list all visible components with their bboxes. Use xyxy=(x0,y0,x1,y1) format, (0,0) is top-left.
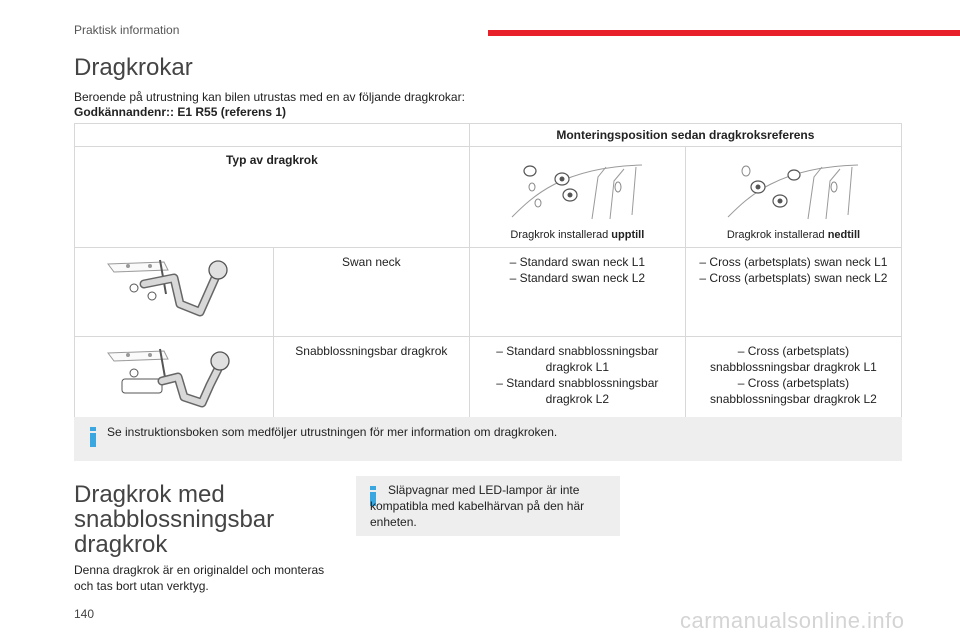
mount-upper-illustration xyxy=(502,157,652,223)
list-item: – Cross (arbetsplats) swan neck L1 xyxy=(699,255,888,269)
watermark: carmanualsonline.info xyxy=(680,608,905,633)
quick-release-upper xyxy=(469,337,685,426)
mount-down-caption xyxy=(694,227,893,243)
page-title: Dragkrokar xyxy=(74,54,193,81)
running-header: Praktisk information xyxy=(74,23,180,37)
tow-hook-table xyxy=(74,123,902,426)
quick-release-image-cell xyxy=(75,337,274,426)
list-item: – Standard swan neck L2 xyxy=(509,271,646,285)
list-item: – Standard snabblossningsbar dragkrok L2 xyxy=(496,376,659,406)
list-item: – Cross (arbetsplats) snabblossningsbar dragkrok L2 xyxy=(710,376,877,406)
header-accent-bar xyxy=(488,30,960,36)
quick-release-lower xyxy=(685,337,901,426)
list-item: – Cross (arbetsplats) snabblossningsbar dragkrok L1 xyxy=(710,344,877,374)
list-item: – Standard swan neck L1 xyxy=(509,255,646,269)
mount-up-prefix: Dragkrok installerad xyxy=(510,229,612,241)
list-item: – Standard snabblossningsbar dragkrok L1 xyxy=(496,344,659,374)
table-row xyxy=(75,337,902,426)
approval-number: Godkännandenr:: E1 R55 (referens 1) xyxy=(74,105,287,119)
mount-position-header: Monteringsposition sedan dragkroksreferens xyxy=(469,124,901,147)
intro-text xyxy=(74,90,465,120)
swan-neck-image-cell xyxy=(75,248,274,337)
swan-neck-upper xyxy=(469,248,685,337)
info-box xyxy=(356,476,620,536)
mount-up-emphasis: upptill xyxy=(611,229,645,241)
mount-lower-illustration xyxy=(718,157,868,223)
mount-down-cell xyxy=(685,147,901,248)
swan-neck-name: Swan neck xyxy=(273,248,469,337)
info-icon xyxy=(90,427,96,447)
mount-up-caption xyxy=(478,227,677,243)
swan-neck-hook-illustration xyxy=(104,254,244,326)
quick-release-hook-illustration xyxy=(104,343,244,415)
intro-line: Beroende på utrustning kan bilen utrustas med en av följande dragkrokar: xyxy=(74,90,465,104)
mount-down-emphasis: nedtill xyxy=(827,229,861,241)
hook-type-header: Typ av dragkrok xyxy=(75,147,470,248)
section-body: Denna dragkrok är en originaldel och monteras och tas bort utan verktyg. xyxy=(74,563,325,593)
page-number: 140 xyxy=(74,607,95,621)
info-text: Släpvagnar med LED-lampor är inte kompatibla med kabelhärvan på den här enheten. xyxy=(370,483,585,529)
table-empty-header xyxy=(75,124,470,147)
section-title: Dragkrok med snabblossningsbar dragkrok xyxy=(74,481,275,558)
list-item: – Cross (arbetsplats) swan neck L2 xyxy=(699,271,888,285)
mount-down-prefix: Dragkrok installerad xyxy=(726,229,828,241)
info-box xyxy=(74,417,902,461)
table-row xyxy=(75,248,902,337)
mount-up-cell xyxy=(469,147,685,248)
info-text: Se instruktionsboken som medföljer utrustningen för mer information om dragkroken. xyxy=(107,425,558,439)
quick-release-name: Snabblossningsbar dragkrok xyxy=(273,337,469,426)
swan-neck-lower xyxy=(685,248,901,337)
